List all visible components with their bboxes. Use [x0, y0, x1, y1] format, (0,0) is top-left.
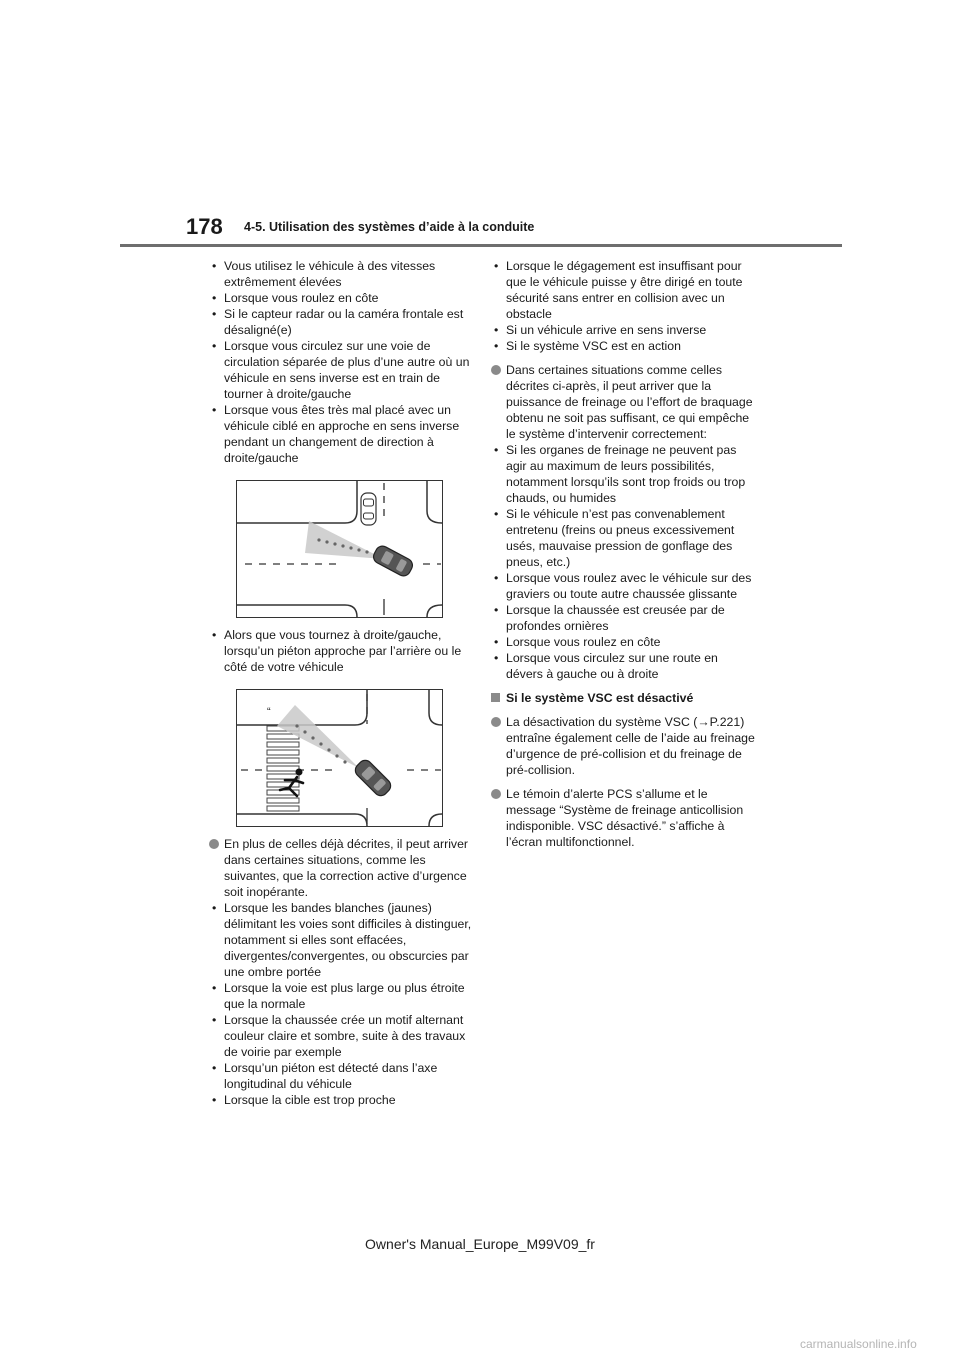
list-item: • Lorsque vous êtes très mal placé avec un véhicule ciblé en approche en sens inverse pendant un changement de direction à droite/gauche — [209, 402, 474, 466]
list-item: • Si le système VSC est en action — [491, 338, 756, 354]
paragraph: Dans certaines situations comme celles décrites ci-après, il peut arriver que la puissance de freinage ou l’effort de braquage obtenu ne soit pas suffisant, ce qui empêche le système d’intervenir correctement: — [491, 362, 756, 442]
bullet-list — [491, 258, 756, 354]
list-item: • Alors que vous tournez à droite/gauche, lorsqu’un piéton approche par l’arrière ou le côté de votre véhicule — [209, 627, 474, 675]
list-item: • Si le véhicule n’est pas convenablement entretenu (freins ou pneus excessivement usés, mauvaise pression de gonflage des pneus, etc.) — [491, 506, 756, 570]
paragraph: En plus de celles déjà décrites, il peut arriver dans certaines situations, comme les suivantes, que la correction active d’urgence soit inopérante. — [209, 836, 474, 900]
list-item: • Lorsque la cible est trop proche — [209, 1092, 474, 1108]
list-item: • Lorsque la chaussée crée un motif alternant couleur claire et sombre, suite à des travaux de voirie par exemple — [209, 1012, 474, 1060]
list-item: • Si le capteur radar ou la caméra frontale est désaligné(e) — [209, 306, 474, 338]
right-column — [491, 258, 756, 850]
list-item: • Lorsque la chaussée est creusée par de profondes ornières — [491, 602, 756, 634]
list-item: • Vous utilisez le véhicule à des vitesses extrêmement élevées — [209, 258, 474, 290]
bullet-list — [491, 442, 756, 682]
bullet-list — [209, 258, 474, 466]
bullet-list — [209, 627, 474, 675]
intersection-figure-oncoming — [236, 480, 443, 618]
bullet-list — [209, 900, 474, 1108]
page-header — [120, 214, 842, 246]
header-rule — [120, 244, 842, 247]
paragraph: Le témoin d’alerte PCS s’allume et le message “Système de freinage anticollision indisponible. VSC désactivé.” s’affiche à l’écran multifonctionnel. — [491, 786, 756, 850]
list-item: • Lorsque vous roulez en côte — [491, 634, 756, 650]
left-column — [209, 258, 474, 1108]
list-item: • Lorsque vous circulez sur une voie de circulation séparée de plus d’une autre où un véhicule en sens inverse est en train de tourner à droite/gauche — [209, 338, 474, 402]
square-bullet-icon — [491, 693, 500, 702]
paragraph: La désactivation du système VSC (→P.221) entraîne également celle de l’aide au freinage d’urgence de pré-collision et du freinage de pré-collision. — [491, 714, 756, 778]
bullet-dot-icon — [491, 365, 501, 375]
bullet-dot-icon — [209, 839, 219, 849]
list-item: • Lorsque le dégagement est insuffisant pour que le véhicule puisse y être dirigé en toute sécurité sans entrer en collision avec un obstacle — [491, 258, 756, 322]
list-item: • Si un véhicule arrive en sens inverse — [491, 322, 756, 338]
bullet-dot-icon — [491, 717, 501, 727]
svg-text:“: “ — [267, 706, 271, 718]
list-item: • Lorsqu’un piéton est détecté dans l’axe longitudinal du véhicule — [209, 1060, 474, 1092]
footer-manual-id: Owner's Manual_Europe_M99V09_fr — [365, 1236, 595, 1252]
list-item: • Si les organes de freinage ne peuvent pas agir au maximum de leurs possibilités, notamment lorsqu’ils sont trop froids ou trop chauds, ou humides — [491, 442, 756, 506]
intersection-figure-pedestrian — [236, 689, 443, 827]
page-number: 178 — [186, 214, 223, 239]
list-item: • Lorsque la voie est plus large ou plus étroite que la normale — [209, 980, 474, 1012]
list-item: • Lorsque vous roulez en côte — [209, 290, 474, 306]
section-title: 4-5. Utilisation des systèmes d’aide à la conduite — [244, 220, 535, 234]
watermark: carmanualsonline.info — [800, 1337, 917, 1351]
list-item: • Lorsque les bandes blanches (jaunes) délimitant les voies sont difficiles à distinguer, notamment si elles sont effacées, divergentes/convergentes, ou obscurcies par une ombre portée — [209, 900, 474, 980]
bullet-dot-icon — [491, 789, 501, 799]
list-item: • Lorsque vous roulez avec le véhicule sur des graviers ou toute autre chaussée glissante — [491, 570, 756, 602]
list-item: • Lorsque vous circulez sur une route en dévers à gauche ou à droite — [491, 650, 756, 682]
section-heading: Si le système VSC est désactivé — [491, 690, 756, 706]
